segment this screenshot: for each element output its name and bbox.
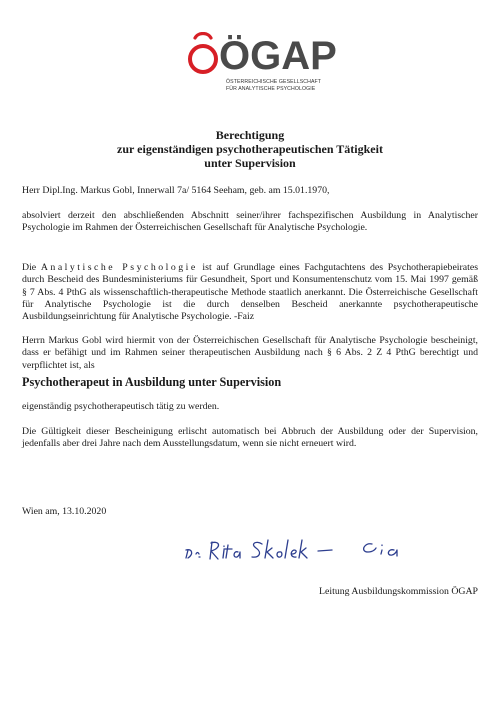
logo-subtitle-line1: ÖSTERREICHISCHE GESELLSCHAFT bbox=[226, 79, 322, 85]
logo-subtitle bbox=[226, 79, 336, 92]
place-date: Wien am, 13.10.2020 bbox=[22, 506, 107, 517]
paragraph-activity: eigenständig psychotherapeutisch tätig zu werden. bbox=[22, 401, 220, 412]
recognition-method-name: Analytische Psychologie bbox=[40, 262, 198, 273]
logo-o-ring-icon bbox=[186, 32, 220, 84]
document-heading bbox=[0, 128, 500, 170]
heading-line1: Berechtigung bbox=[215, 128, 285, 142]
paragraph-authorization: Herrn Markus Gobl wird hiermit von der Österreichischen Gesellschaft für Analytische Psychologie bescheinigt, dass er befähigt und im Rahmen seiner therapeutischen Ausbildung nach § 6 Abs. 2 Z 4 PthG berechtigt und verpflichtet ist, als bbox=[22, 335, 478, 371]
recognition-text: ist auf Grundlage eines Fachgutachtens des Psychotherapiebeirates durch Bescheid des Bundesministeriums für Gesundheit, Sport und Konsumentenschutz vom 15. Mai 1997 gemäß § 7 Abs. 4 PthG als wissenschaftlich-therapeutische Methode staatlich anerkannt. Die Österreichische Gesellschaft für Analytische Psychologie ist die durch denselben Bescheid anerkannte psychotherapeutische Ausbildungseinrichtung für Analytische Psychologie. -Faiz bbox=[22, 262, 479, 323]
logo-subtitle-line2: FÜR ANALYTISCHE PSYCHOLOGIE bbox=[226, 85, 316, 92]
heading-line3: unter Supervision bbox=[204, 156, 296, 170]
recognition-lead: Die bbox=[22, 262, 37, 273]
paragraph-training: absolviert derzeit den abschließenden Abschnitt seiner/ihrer fachspezifischen Ausbildung in Analytischer Psychologie im Rahmen der Österreichischen Gesellschaft für Analytische Psychologie. bbox=[22, 210, 478, 234]
signatory-label: Leitung Ausbildungskommission ÖGAP bbox=[319, 586, 478, 597]
logo-letters: ÖGAP bbox=[219, 34, 337, 78]
paragraph-validity: Die Gültigkeit dieser Bescheinigung erlischt automatisch bei Abbruch der Ausbildung oder der Supervision, jedenfalls aber drei Jahre nach dem Ausstellungsdatum, wenn sie nicht erneuert wird. bbox=[22, 426, 478, 450]
role-title: Psychotherapeut in Ausbildung unter Supervision bbox=[22, 375, 282, 389]
person-line: Herr Dipl.Ing. Markus Gobl, Innerwall 7a/ 5164 Seeham, geb. am 15.01.1970, bbox=[22, 185, 330, 196]
handwritten-signature bbox=[180, 528, 440, 568]
heading-line2: zur eigenständigen psychotherapeutischen Tätigkeit bbox=[117, 142, 383, 156]
oegap-logo bbox=[186, 32, 337, 100]
paragraph-recognition bbox=[22, 262, 478, 323]
